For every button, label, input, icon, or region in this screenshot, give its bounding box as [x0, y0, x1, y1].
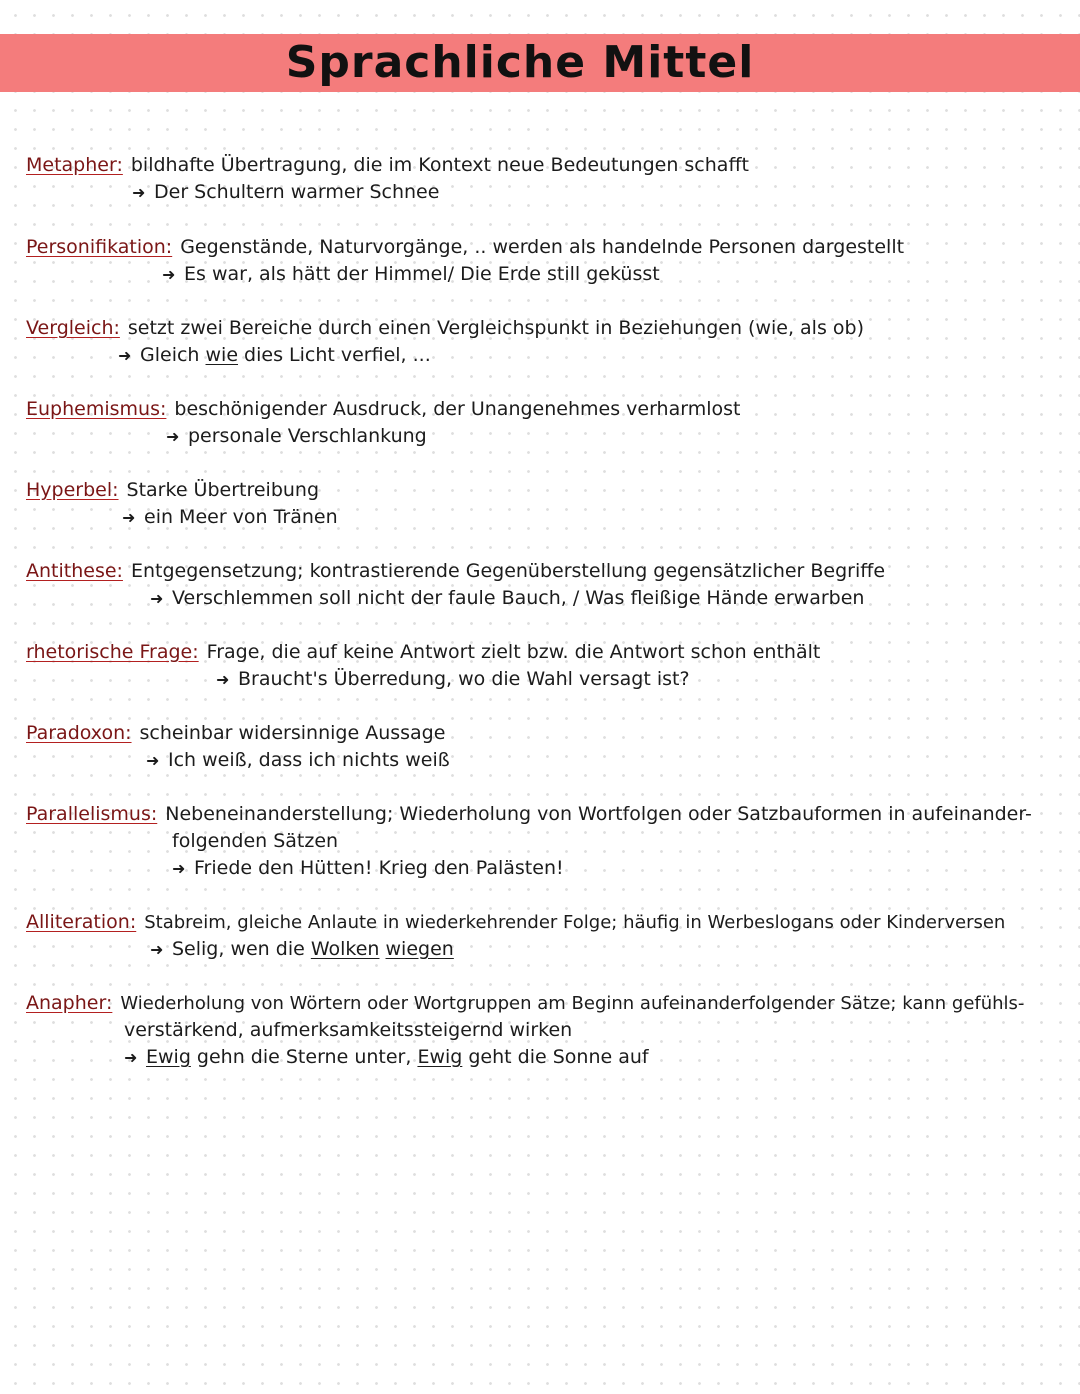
entry-anapher — [26, 990, 1056, 1071]
example-paradoxon: ➜ Ich weiß, dass ich nichts weiß — [146, 747, 1056, 774]
page-title: Sprachliche Mittel — [285, 37, 755, 88]
entry-personifikation — [26, 234, 1056, 288]
example-anapher: ➜ Ewig gehn die Sterne unter, Ewig geht die Sonne auf — [124, 1044, 1056, 1071]
example-parallelismus: ➜ Friede den Hütten! Krieg den Palästen! — [172, 855, 1056, 882]
right-arrow-icon: ➜ — [166, 427, 180, 446]
term-euphemismus: Euphemismus: — [26, 398, 167, 420]
term-alliteration: Alliteration: — [26, 911, 137, 933]
term-personifikation: Personifikation: — [26, 236, 173, 258]
entry-alliteration — [26, 909, 1056, 963]
example-metapher: ➜ Der Schultern warmer Schnee — [132, 179, 1056, 206]
entry-vergleich — [26, 315, 1056, 369]
example-antithese: ➜ Verschlemmen soll nicht der faule Bauch, / Was fleißige Hände erwarben — [150, 585, 1056, 612]
definition-parallelismus-cont: folgenden Sätzen — [172, 830, 339, 852]
term-vergleich: Vergleich: — [26, 317, 120, 339]
term-paradoxon: Paradoxon: — [26, 722, 132, 744]
term-hyperbel: Hyperbel: — [26, 479, 119, 501]
definition-anapher: Wiederholung von Wörtern oder Wortgruppen am Beginn aufeinanderfolgender Sätze; kann gefühls- — [120, 993, 1025, 1014]
right-arrow-icon: ➜ — [118, 346, 132, 365]
entry-euphemismus — [26, 396, 1056, 450]
definition-paradoxon: scheinbar widersinnige Aussage — [139, 722, 446, 744]
entry-hyperbel — [26, 477, 1056, 531]
definition-alliteration: Stabreim, gleiche Anlaute in wiederkehrender Folge; häufig in Werbeslogans oder Kinderversen — [144, 912, 1006, 933]
term-metapher: Metapher: — [26, 154, 123, 176]
right-arrow-icon: ➜ — [150, 589, 164, 608]
right-arrow-icon: ➜ — [124, 1048, 138, 1067]
definition-parallelismus: Nebeneinanderstellung; Wiederholung von Wortfolgen oder Satzbauformen in aufeinander- — [165, 803, 1032, 825]
right-arrow-icon: ➜ — [216, 670, 230, 689]
right-arrow-icon: ➜ — [162, 265, 176, 284]
term-parallelismus: Parallelismus: — [26, 803, 158, 825]
example-rhetorische-frage: ➜ Braucht's Überredung, wo die Wahl versagt ist? — [216, 666, 1056, 693]
example-personifikation: ➜ Es war, als hätt der Himmel/ Die Erde still geküsst — [162, 261, 1056, 288]
definition-metapher: bildhafte Übertragung, die im Kontext neue Bedeutungen schafft — [130, 154, 749, 176]
term-anapher: Anapher: — [26, 992, 113, 1014]
entry-paradoxon — [26, 720, 1056, 774]
example-alliteration: ➜ Selig, wen die Wolken wiegen — [150, 936, 1056, 963]
entry-parallelismus — [26, 801, 1056, 882]
definition-vergleich: setzt zwei Bereiche durch einen Vergleichspunkt in Beziehungen (wie, als ob) — [127, 317, 864, 339]
definition-hyperbel: Starke Übertreibung — [126, 479, 320, 501]
term-antithese: Antithese: — [26, 560, 123, 582]
entry-antithese — [26, 558, 1056, 612]
example-hyperbel: ➜ ein Meer von Tränen — [122, 504, 1056, 531]
definition-rhetorische-frage: Frage, die auf keine Antwort zielt bzw. die Antwort schon enthält — [206, 641, 821, 663]
right-arrow-icon: ➜ — [146, 751, 160, 770]
right-arrow-icon: ➜ — [132, 183, 146, 202]
right-arrow-icon: ➜ — [172, 859, 186, 878]
entry-metapher — [26, 152, 1056, 206]
entry-rhetorische-frage — [26, 639, 1056, 693]
definition-euphemismus: beschönigender Ausdruck, der Unangenehmes verharmlost — [174, 398, 741, 420]
example-euphemismus: ➜ personale Verschlankung — [166, 423, 1056, 450]
definition-personifikation: Gegenstände, Naturvorgänge, .. werden als handelnde Personen dargestellt — [180, 236, 905, 258]
example-vergleich: ➜ Gleich wie dies Licht verfiel, ... — [118, 342, 1056, 369]
definition-antithese: Entgegensetzung; kontrastierende Gegenüberstellung gegensätzlicher Begriffe — [130, 560, 886, 582]
term-rhetorische-frage: rhetorische Frage: — [26, 641, 199, 663]
definition-anapher-cont: verstärkend, aufmerksamkeitssteigernd wirken — [124, 1019, 573, 1041]
right-arrow-icon: ➜ — [122, 508, 136, 527]
right-arrow-icon: ➜ — [150, 940, 164, 959]
